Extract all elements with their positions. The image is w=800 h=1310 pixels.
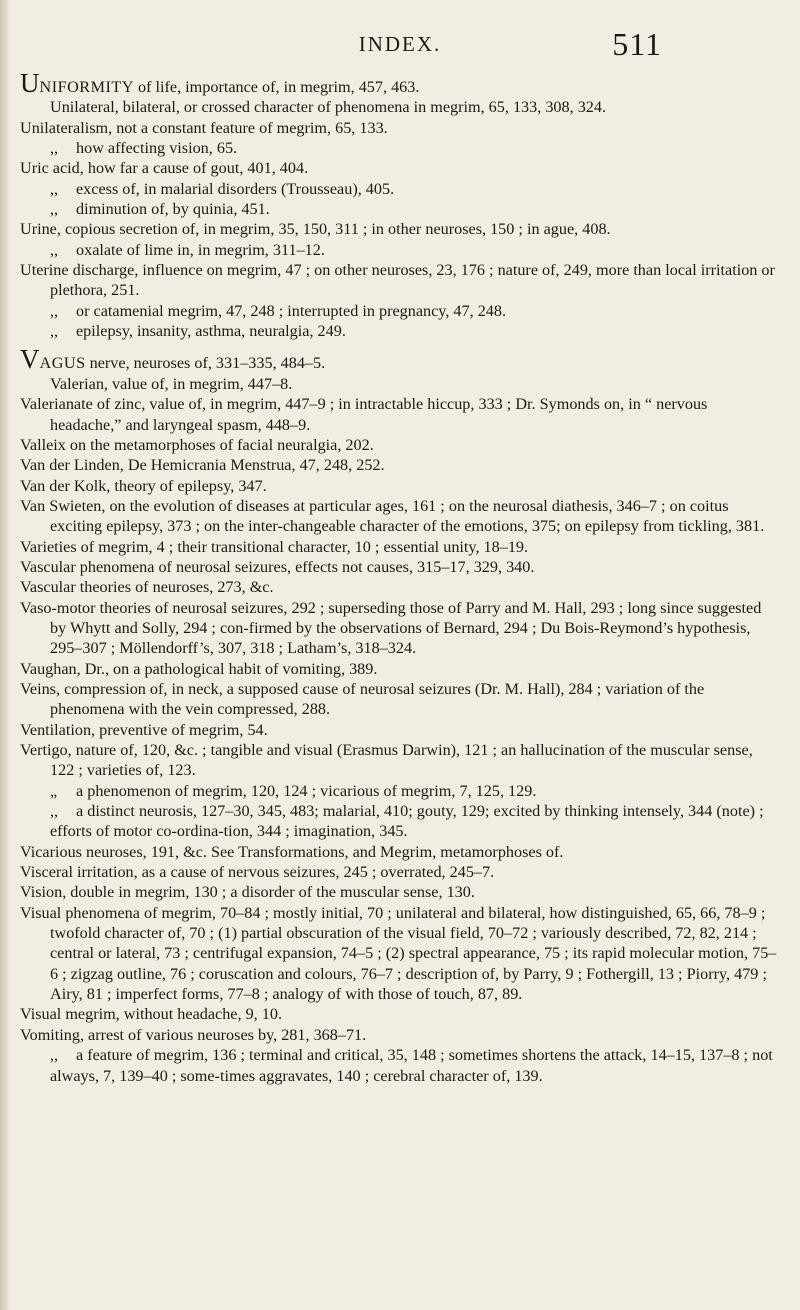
index-entry <box>20 219 780 239</box>
entry-text: Valerianate of zinc, value of, in megrim, 447–9 ; in intractable hiccup, 333 ; Dr. Symonds on, in “ nervous headache,” and laryngeal spasm, 448–9. <box>20 395 708 434</box>
entry-text: Van der Kolk, theory of epilepsy, 347. <box>20 476 267 495</box>
index-entry <box>20 679 780 720</box>
section-gap <box>20 341 780 353</box>
ditto-mark: ,, <box>50 802 59 821</box>
index-subentry <box>20 781 780 801</box>
page-header <box>20 28 780 68</box>
entry-text: Uric acid, how far a cause of gout, 401, 404. <box>20 159 309 178</box>
index-entry-section-start <box>20 344 780 375</box>
entry-text: or catamenial megrim, 47, 248 ; interrupted in pregnancy, 47, 248. <box>76 301 507 320</box>
ditto-mark: ,, <box>50 200 59 219</box>
index-subentry <box>20 240 780 260</box>
entry-lead-word: NIFORMITY <box>39 78 134 96</box>
ditto-mark: ,, <box>50 322 59 341</box>
index-entry <box>20 882 780 902</box>
page-gutter-shadow <box>0 0 9 1310</box>
entry-text: Ventilation, preventive of megrim, 54. <box>20 720 268 739</box>
index-entry <box>20 118 780 138</box>
section-letter: V <box>20 344 40 375</box>
index-entry <box>20 455 780 475</box>
index-entry <box>20 1004 780 1024</box>
entry-text: Vicarious neuroses, 191, &c. See Transformations, and Megrim, metamorphoses of. <box>20 842 564 861</box>
ditto-mark: „ <box>50 781 58 800</box>
entry-text: Unilateralism, not a constant feature of megrim, 65, 133. <box>20 118 388 137</box>
entry-text: Varieties of megrim, 4 ; their transitional character, 10 ; essential unity, 18–19. <box>20 537 529 556</box>
entry-text: a distinct neurosis, 127–30, 345, 483; malarial, 410; gouty, 129; excited by thinking intensely, 344 (note) ; efforts of motor co-ordina-tion, 344 ; imagination, 345. <box>50 802 764 841</box>
index-entry <box>20 862 780 882</box>
index-entry <box>20 260 780 301</box>
index-entry <box>20 435 780 455</box>
index-entry <box>20 537 780 557</box>
index-entry <box>20 496 780 537</box>
entry-text: how affecting vision, 65. <box>76 139 238 158</box>
index-entry <box>20 903 780 1005</box>
ditto-mark: ,, <box>50 139 59 158</box>
ditto-mark: ,, <box>50 301 59 320</box>
entry-text: Vision, double in megrim, 130 ; a disorder of the muscular sense, 130. <box>20 883 475 902</box>
index-body <box>20 68 780 1086</box>
index-entry <box>20 476 780 496</box>
index-entry <box>20 158 780 178</box>
index-entry <box>20 659 780 679</box>
entry-text: Van der Linden, De Hemicrania Menstrua, 47, 248, 252. <box>20 456 385 475</box>
index-subentry <box>20 97 780 117</box>
index-entry-section-start <box>20 68 780 98</box>
entry-text: nerve, neuroses of, 331–335, 484–5. <box>85 354 326 373</box>
index-entry <box>20 1025 780 1045</box>
index-entry <box>20 394 780 435</box>
entry-text: Visceral irritation, as a cause of nervous seizures, 245 ; overrated, 245–7. <box>20 863 495 882</box>
ditto-mark: ,, <box>50 240 59 259</box>
entry-text: Valleix on the metamorphoses of facial neuralgia, 202. <box>20 435 374 454</box>
index-subentry <box>20 321 780 341</box>
running-head: INDEX. <box>358 32 442 56</box>
entry-lead-word: AGUS <box>39 354 86 373</box>
entry-text: Vomiting, arrest of various neuroses by, 281, 368–71. <box>20 1025 367 1044</box>
index-entry <box>20 598 780 659</box>
entry-text: Van Swieten, on the evolution of diseases at particular ages, 161 ; on the neurosal diathesis, 346–7 ; on coitus exciting epilepsy, 373 ; on the inter-changeable character of the emotions, 375; on epilepsy from tickling, 381. <box>20 496 765 536</box>
entry-text: Vaughan, Dr., on a pathological habit of vomiting, 389. <box>20 659 378 678</box>
index-entry <box>20 557 780 577</box>
entry-text: Vascular phenomena of neurosal seizures, effects not causes, 315–17, 329, 340. <box>20 557 535 576</box>
entry-text: Visual megrim, without headache, 9, 10. <box>20 1005 283 1024</box>
entry-text: a phenomenon of megrim, 120, 124 ; vicarious of megrim, 7, 125, 129. <box>76 781 537 800</box>
index-entry <box>20 842 780 862</box>
index-entry <box>20 740 780 781</box>
entry-text: epilepsy, insanity, asthma, neuralgia, 249. <box>76 322 346 341</box>
entry-text: Uterine discharge, influence on megrim, 47 ; on other neuroses, 23, 176 ; nature of, 249, more than local irritation or plethora, 251. <box>20 261 775 300</box>
index-subentry <box>20 179 780 199</box>
entry-text: Veins, compression of, in neck, a supposed cause of neurosal seizures (Dr. M. Hall), 284 ; variation of the phenomena with the vein compressed, 288. <box>20 679 705 719</box>
index-entry <box>20 720 780 740</box>
index-subentry <box>20 1045 780 1086</box>
entry-text: Vertigo, nature of, 120, &c. ; tangible and visual (Erasmus Darwin), 121 ; an hallucination of the muscular sense, 122 ; varieties of, 123. <box>20 741 753 780</box>
page-number: 511 <box>612 26 662 62</box>
index-subentry <box>20 138 780 158</box>
index-entry <box>20 577 780 597</box>
entry-text: Vaso-motor theories of neurosal seizures, 292 ; superseding those of Parry and M. Hall, 293 ; long since suggested by Whytt and Solly, 294 ; con-firmed by the observations of Bernard, 294 ; Du Bois-Reymond’s hypothesis, 295–307 ; Möllendorff’s, 307, 318 ; Latham’s, 318–324. <box>20 598 762 658</box>
index-subentry <box>20 801 780 842</box>
entry-text: of life, importance of, in megrim, 457, 463. <box>133 78 420 96</box>
ditto-mark: ,, <box>50 1046 59 1065</box>
entry-text: oxalate of lime in, in megrim, 311–12. <box>76 240 325 259</box>
entry-text: Vascular theories of neuroses, 273, &c. <box>20 578 274 597</box>
ditto-mark: ,, <box>50 179 59 198</box>
index-subentry <box>20 374 780 394</box>
entry-text: Unilateral, bilateral, or crossed character of phenomena in megrim, 65, 133, 308, 324. <box>50 98 607 117</box>
entry-text: a feature of megrim, 136 ; terminal and critical, 35, 148 ; sometimes shortens the attack, 14–15, 137–8 ; not always, 7, 139–40 ; some-times aggravates, 140 ; cerebral character of, 139. <box>50 1046 773 1085</box>
entry-text: excess of, in malarial disorders (Trousseau), 405. <box>76 179 395 198</box>
entry-text: Urine, copious secretion of, in megrim, 35, 150, 311 ; in other neuroses, 150 ; in ague, 408. <box>20 220 611 239</box>
section-letter: U <box>20 68 40 98</box>
entry-text: Valerian, value of, in megrim, 447–8. <box>50 374 293 393</box>
index-subentry <box>20 301 780 321</box>
index-subentry <box>20 199 780 219</box>
entry-text: diminution of, by quinia, 451. <box>76 200 270 219</box>
entry-text: Visual phenomena of megrim, 70–84 ; mostly initial, 70 ; unilateral and bilateral, how distinguished, 65, 66, 78–9 ; twofold character of, 70 ; (1) partial obscuration of the visual field, 70–72 ; variously described, 72, 82, 214 ; central or lateral, 73 ; centrifugal expansion, 74–5 ; (2) spectral appearance, 75 ; its rapid molecular motion, 75–6 ; zigzag outline, 76 ; coruscation and colours, 76–7 ; description of, by Parry, 9 ; Fothergill, 13 ; Piorry, 479 ; Airy, 81 ; imperfect forms, 77–8 ; analogy of with those of touch, 87, 89. <box>20 903 777 1004</box>
